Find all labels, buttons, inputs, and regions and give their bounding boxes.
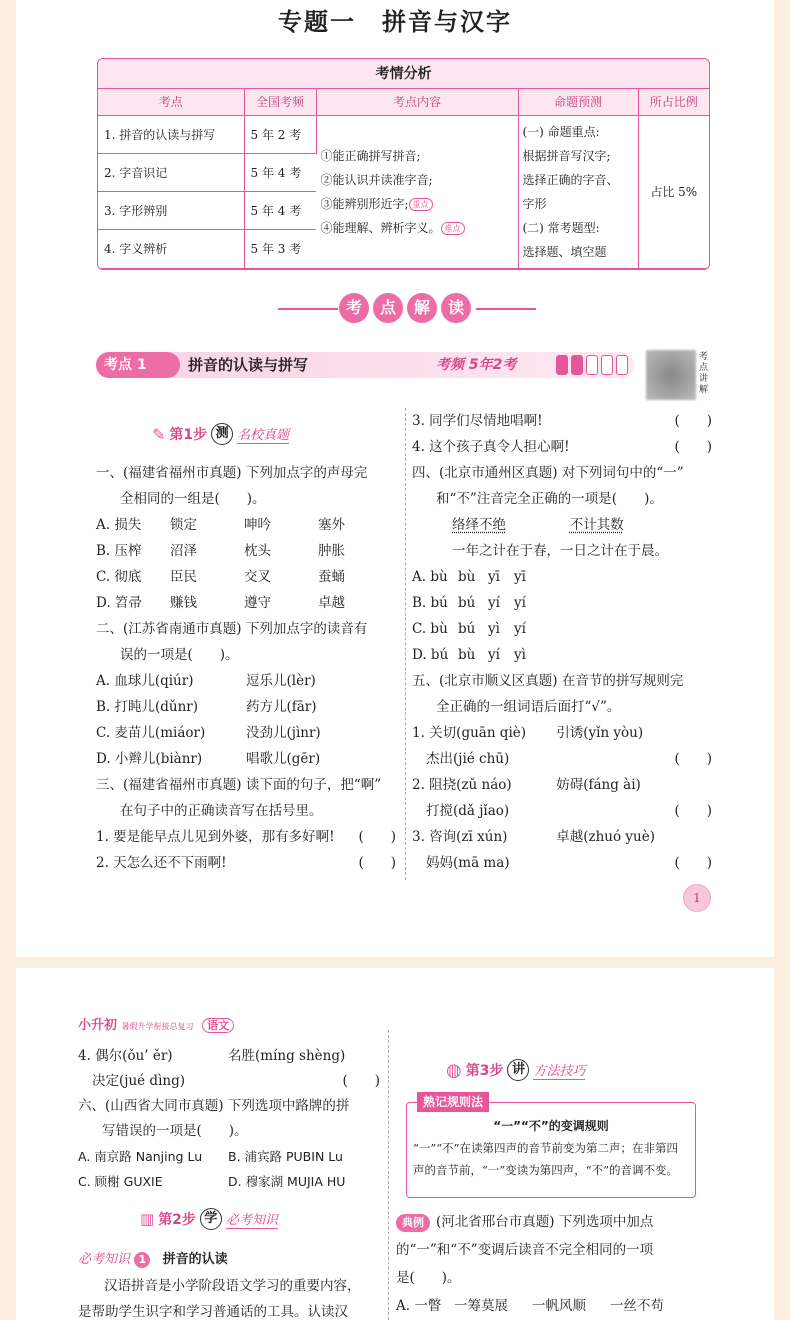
pinyin-word: 杰出(jié chū) bbox=[426, 751, 510, 767]
question-item bbox=[96, 850, 396, 876]
header-title: 小升初 bbox=[78, 1018, 118, 1033]
header-subject: 语文 bbox=[202, 1018, 234, 1033]
option-word: 没劲儿(jìnr) bbox=[246, 725, 321, 741]
freq-block-empty bbox=[601, 355, 613, 375]
predict-line: 选择正确的字音、 bbox=[522, 172, 619, 187]
predict-line: 选择题、填空题 bbox=[522, 244, 607, 259]
option-word: 逗乐儿(lèr) bbox=[246, 673, 316, 689]
step3-header bbox=[446, 1059, 585, 1081]
option-word: 沼泽 bbox=[170, 543, 197, 559]
option-word: A. bù bbox=[412, 569, 448, 585]
freq-block-filled bbox=[556, 355, 568, 375]
example-text: 是( )。 bbox=[396, 1270, 461, 1286]
answer-blank[interactable]: ( ) bbox=[358, 829, 396, 845]
option-word: 一帆风顺 bbox=[532, 1298, 586, 1314]
knowledge-number: 1 bbox=[134, 1252, 150, 1268]
pinyin-word: 卓越(zhuó yuè) bbox=[556, 829, 655, 845]
rule-tag: 熟记规则法 bbox=[417, 1092, 489, 1112]
predict-line: 字形 bbox=[522, 196, 547, 211]
item-text: 2. 天怎么还不下雨啊! bbox=[96, 855, 227, 871]
question-stem: 三、(福建省福州市真题) 读下面的句子，把“啊” bbox=[96, 777, 382, 793]
option-word: D. 小辫儿(biànr) bbox=[96, 751, 203, 767]
banner-line bbox=[476, 308, 536, 310]
pinyin-word: 名胜(míng shèng) bbox=[228, 1048, 346, 1064]
running-header bbox=[78, 1014, 234, 1033]
option-row bbox=[96, 564, 396, 590]
option-word: D. 穆家湖 MUJIA HU bbox=[228, 1174, 346, 1189]
pinyin-row bbox=[412, 824, 712, 850]
option-word: 唱歌儿(gēr) bbox=[246, 751, 321, 767]
item-text: 1. 要是能早点儿见到外婆，那有多好啊! bbox=[96, 829, 335, 845]
pinyin-word: 妨碍(fáng ài) bbox=[556, 777, 641, 793]
option-word: yí bbox=[488, 595, 500, 611]
pinyin-row bbox=[412, 798, 712, 824]
pinyin-word: 2. 阻挠(zǔ náo) bbox=[412, 777, 512, 793]
question-item bbox=[412, 408, 712, 434]
option-word: B. 浦宾路 PUBIN Lu bbox=[228, 1149, 343, 1164]
question-stem: 误的一项是( )。 bbox=[120, 647, 239, 663]
option-row bbox=[96, 746, 396, 772]
option-word: B. 压榨 bbox=[96, 543, 142, 559]
col-header: 考点 bbox=[98, 89, 244, 115]
banner-char: 读 bbox=[441, 293, 471, 323]
question-stem: 五、(北京市顺义区真题) 在音节的拼写规则完 bbox=[412, 673, 684, 689]
knowledge-block bbox=[78, 1246, 380, 1320]
option-word: yí bbox=[488, 647, 500, 663]
option-word: yī bbox=[514, 569, 526, 585]
rule-box bbox=[406, 1095, 696, 1198]
pinyin-row bbox=[412, 850, 712, 876]
option-word: A. 血球儿(qiúr) bbox=[96, 673, 194, 689]
option-word: C. 顾榭 GUXIE bbox=[78, 1174, 163, 1189]
word: 络绎不绝 bbox=[452, 517, 506, 533]
option-word: C. bù bbox=[412, 621, 448, 637]
page-number: 1 bbox=[683, 884, 711, 912]
table-cell: 3. 字形辨别 bbox=[98, 192, 244, 230]
word: 不计其数 bbox=[569, 517, 624, 533]
difficult-point-mark: 难点 bbox=[441, 222, 465, 235]
knowledge-heading bbox=[78, 1246, 380, 1273]
option-word: yì bbox=[514, 647, 526, 663]
pinyin-word: 3. 咨询(zī xún) bbox=[412, 829, 508, 845]
option-word: D. 笤帚 bbox=[96, 595, 142, 611]
option-row bbox=[96, 538, 396, 564]
option-word: 锁定 bbox=[170, 517, 197, 533]
rule-text: 声的音节前，“一”变读为第四声，“不”的音调不变。 bbox=[413, 1163, 679, 1177]
option-word: yí bbox=[514, 621, 526, 637]
example-text: 的“一”和“不”变调后读音不完全相同的一项 bbox=[396, 1242, 654, 1258]
option-row bbox=[78, 1169, 380, 1194]
freq-block-empty bbox=[616, 355, 628, 375]
col-header: 所占比例 bbox=[638, 89, 709, 115]
answer-blank[interactable]: ( ) bbox=[674, 413, 712, 429]
predict-cell bbox=[518, 115, 638, 268]
question-stem: 二、(江苏省南通市真题) 下列加点字的读音有 bbox=[96, 621, 368, 637]
kaodian-frequency: 考频 5年2考 bbox=[436, 357, 517, 373]
key-point-mark: 重点 bbox=[409, 198, 433, 211]
page-title: 专题一 拼音与汉字 bbox=[278, 8, 512, 36]
step1-header bbox=[152, 423, 289, 445]
option-row bbox=[396, 1292, 712, 1320]
option-word: 肿胀 bbox=[318, 543, 345, 559]
pinyin-row bbox=[78, 1044, 380, 1069]
example-text: (河北省邢台市真题) 下列选项中加点 bbox=[436, 1214, 654, 1230]
question-stem: 全正确的一组词语后面打“√”。 bbox=[436, 699, 621, 715]
table-cell: 5 年 2 考 bbox=[244, 115, 316, 153]
content-line: ④能理解、辨析字义。 bbox=[320, 220, 441, 235]
predict-line: (二) 常考题型: bbox=[522, 220, 600, 235]
option-row bbox=[96, 694, 396, 720]
step-label: 第2步 bbox=[158, 1212, 196, 1228]
option-word: C. 彻底 bbox=[96, 569, 142, 585]
banner-char: 点 bbox=[373, 293, 403, 323]
pinyin-row bbox=[412, 720, 712, 746]
banner-line bbox=[278, 308, 338, 310]
question-stem: 和“不”注音完全正确的一项是( )。 bbox=[436, 491, 663, 507]
header-subtitle: 暑假升学衔接总复习 bbox=[121, 1022, 194, 1031]
pinyin-row bbox=[78, 1069, 380, 1094]
qr-label: 考点讲解 bbox=[699, 352, 709, 395]
table-cell: 4. 字义辨析 bbox=[98, 230, 244, 268]
option-word: 赚钱 bbox=[170, 595, 197, 611]
step-subtitle: 名校真题 bbox=[237, 424, 289, 444]
page-2 bbox=[16, 968, 774, 1320]
step-subtitle: 必考知识 bbox=[226, 1209, 278, 1229]
option-row bbox=[96, 512, 396, 538]
step-circle: 测 bbox=[211, 423, 233, 445]
question-stem: 四、(北京市通州区真题) 对下列词句中的“一” bbox=[412, 465, 684, 481]
option-row bbox=[412, 616, 712, 642]
option-word: bù bbox=[458, 647, 476, 663]
pinyin-word: 妈妈(mā ma) bbox=[426, 855, 510, 871]
answer-blank[interactable]: ( ) bbox=[342, 1073, 380, 1089]
option-row bbox=[96, 590, 396, 616]
answer-blank[interactable]: ( ) bbox=[674, 803, 712, 819]
option-word: 蚕蛹 bbox=[318, 569, 345, 585]
option-word: 卓越 bbox=[318, 595, 345, 611]
step2-header bbox=[140, 1208, 278, 1230]
right-column bbox=[412, 408, 712, 876]
option-word: bú bbox=[458, 595, 476, 611]
answer-blank[interactable]: ( ) bbox=[674, 439, 712, 455]
page-1 bbox=[16, 0, 774, 957]
predict-line: (一) 命题重点: bbox=[522, 124, 600, 139]
example-block bbox=[396, 1208, 712, 1320]
question-stem: 一、(福建省福州市真题) 下列加点字的声母完 bbox=[96, 465, 368, 481]
books-icon: ▥ bbox=[140, 1210, 155, 1228]
knowledge-text: 是帮助学生识字和学习普通话的工具。认读汉 bbox=[78, 1304, 348, 1320]
question-stem: 六、(山西省大同市真题) 下列选项中路牌的拼 bbox=[78, 1098, 350, 1114]
option-word: yì bbox=[488, 621, 500, 637]
option-row bbox=[78, 1144, 380, 1169]
item-text: 4. 这个孩子真令人担心啊! bbox=[412, 439, 570, 455]
option-word: yī bbox=[488, 569, 500, 585]
option-word: 枕头 bbox=[244, 543, 271, 559]
step-subtitle: 方法技巧 bbox=[533, 1060, 585, 1080]
pinyin-row bbox=[412, 746, 712, 772]
content-line: ①能正确拼写拼音; bbox=[320, 148, 421, 163]
pinyin-word: 决定(jué dìng) bbox=[92, 1073, 185, 1089]
col-header: 命题预测 bbox=[518, 89, 638, 115]
knowledge-title: 拼音的认读 bbox=[162, 1252, 228, 1267]
example-line bbox=[396, 1208, 712, 1236]
col-header: 全国考频 bbox=[244, 89, 316, 115]
option-row bbox=[412, 564, 712, 590]
column-divider bbox=[405, 408, 406, 880]
content-line: ②能认识并读准字音; bbox=[320, 172, 433, 187]
option-word: bú bbox=[458, 621, 476, 637]
option-word: 药方儿(fār) bbox=[246, 699, 317, 715]
word-row bbox=[412, 512, 712, 538]
option-word: bù bbox=[458, 569, 476, 585]
kaodian-title: 拼音的认读与拼写 bbox=[188, 356, 309, 374]
question-item bbox=[96, 824, 396, 850]
option-row bbox=[96, 720, 396, 746]
option-word: C. 麦苗儿(miáor) bbox=[96, 725, 206, 741]
predict-line: 根据拼音写汉字; bbox=[522, 148, 611, 163]
rule-title: “一”“不”的变调规则 bbox=[493, 1119, 609, 1133]
analysis-caption: 考情分析 bbox=[98, 59, 709, 89]
option-word: A. 损失 bbox=[96, 517, 142, 533]
option-word: D. bú bbox=[412, 647, 449, 663]
left-column bbox=[96, 460, 396, 876]
knowledge-text: 汉语拼音是小学阶段语文学习的重要内容， bbox=[104, 1278, 361, 1294]
pinyin-word: 打搅(dǎ jǐao) bbox=[426, 803, 510, 819]
banner-char: 解 bbox=[407, 293, 437, 323]
option-row bbox=[412, 642, 712, 668]
option-word: 交叉 bbox=[244, 569, 271, 585]
pinyin-word: 引诱(yǐn yòu) bbox=[556, 725, 644, 741]
table-cell: 1. 拼音的认读与拼写 bbox=[98, 115, 244, 153]
answer-blank[interactable]: ( ) bbox=[674, 751, 712, 767]
left-column bbox=[78, 1044, 380, 1194]
option-row bbox=[96, 668, 396, 694]
option-word: 臣民 bbox=[170, 569, 197, 585]
question-stem: 全相同的一组是( )。 bbox=[120, 491, 266, 507]
table-cell: 5 年 4 考 bbox=[244, 192, 316, 230]
option-word: 遵守 bbox=[244, 595, 271, 611]
question-stem: 在句子中的正确读音写在括号里。 bbox=[120, 803, 323, 819]
freq-block-empty bbox=[586, 355, 598, 375]
option-word: 呻吟 bbox=[244, 517, 271, 533]
step-label: 第1步 bbox=[169, 427, 208, 443]
pinyin-word: 1. 关切(guān qiè) bbox=[412, 725, 527, 741]
option-word: A. 南京路 Nanjing Lu bbox=[78, 1149, 203, 1164]
banner-char: 考 bbox=[339, 293, 369, 323]
option-word: 一丝不苟 bbox=[610, 1298, 664, 1314]
section-banner bbox=[16, 293, 774, 325]
column-divider bbox=[388, 1030, 389, 1320]
sentence: 一年之计在于春，一日之计在于晨。 bbox=[452, 543, 668, 559]
knowledge-tag: 必考知识 bbox=[78, 1252, 131, 1267]
step-circle: 讲 bbox=[507, 1059, 529, 1081]
ratio-cell: 占比 5% bbox=[638, 115, 709, 268]
pinyin-word: 4. 偶尔(ǒu’ ěr) bbox=[78, 1048, 173, 1064]
answer-blank[interactable]: ( ) bbox=[358, 855, 396, 871]
kaodian-bar bbox=[96, 352, 634, 378]
item-text: 3. 同学们尽情地唱啊! bbox=[412, 413, 543, 429]
scroll-icon: ✎ bbox=[152, 424, 166, 444]
col-header: 考点内容 bbox=[316, 89, 518, 115]
table-cell: 2. 字音识记 bbox=[98, 153, 244, 191]
option-word: B. bú bbox=[412, 595, 448, 611]
rule-text: “一”“不”在读第四声的音节前变为第二声；在非第四 bbox=[413, 1141, 679, 1155]
option-row bbox=[412, 590, 712, 616]
analysis-table bbox=[97, 58, 710, 270]
freq-block-filled bbox=[571, 355, 583, 375]
content-cell bbox=[316, 115, 518, 268]
planet-icon: ◍ bbox=[446, 1059, 462, 1081]
question-stem: 写错误的一项是( )。 bbox=[102, 1123, 248, 1139]
option-word: A. 一瞥 bbox=[396, 1298, 442, 1314]
step-circle: 学 bbox=[200, 1208, 222, 1230]
kaodian-tag: 考点 1 bbox=[96, 352, 180, 378]
content-line: ③能辨别形近字; bbox=[320, 196, 409, 211]
table-cell: 5 年 3 考 bbox=[244, 230, 316, 268]
step-label: 第3步 bbox=[465, 1063, 504, 1079]
example-tag: 典例 bbox=[396, 1214, 430, 1232]
option-word: yí bbox=[514, 595, 526, 611]
question-item bbox=[412, 434, 712, 460]
qr-code[interactable] bbox=[646, 350, 696, 400]
option-word: 塞外 bbox=[318, 517, 345, 533]
option-word: B. 打盹儿(dǔnr) bbox=[96, 699, 199, 715]
table-cell: 5 年 4 考 bbox=[244, 153, 316, 191]
pinyin-row bbox=[412, 772, 712, 798]
answer-blank[interactable]: ( ) bbox=[674, 855, 712, 871]
option-word: 一筹莫展 bbox=[454, 1298, 508, 1314]
frequency-blocks bbox=[556, 355, 628, 375]
